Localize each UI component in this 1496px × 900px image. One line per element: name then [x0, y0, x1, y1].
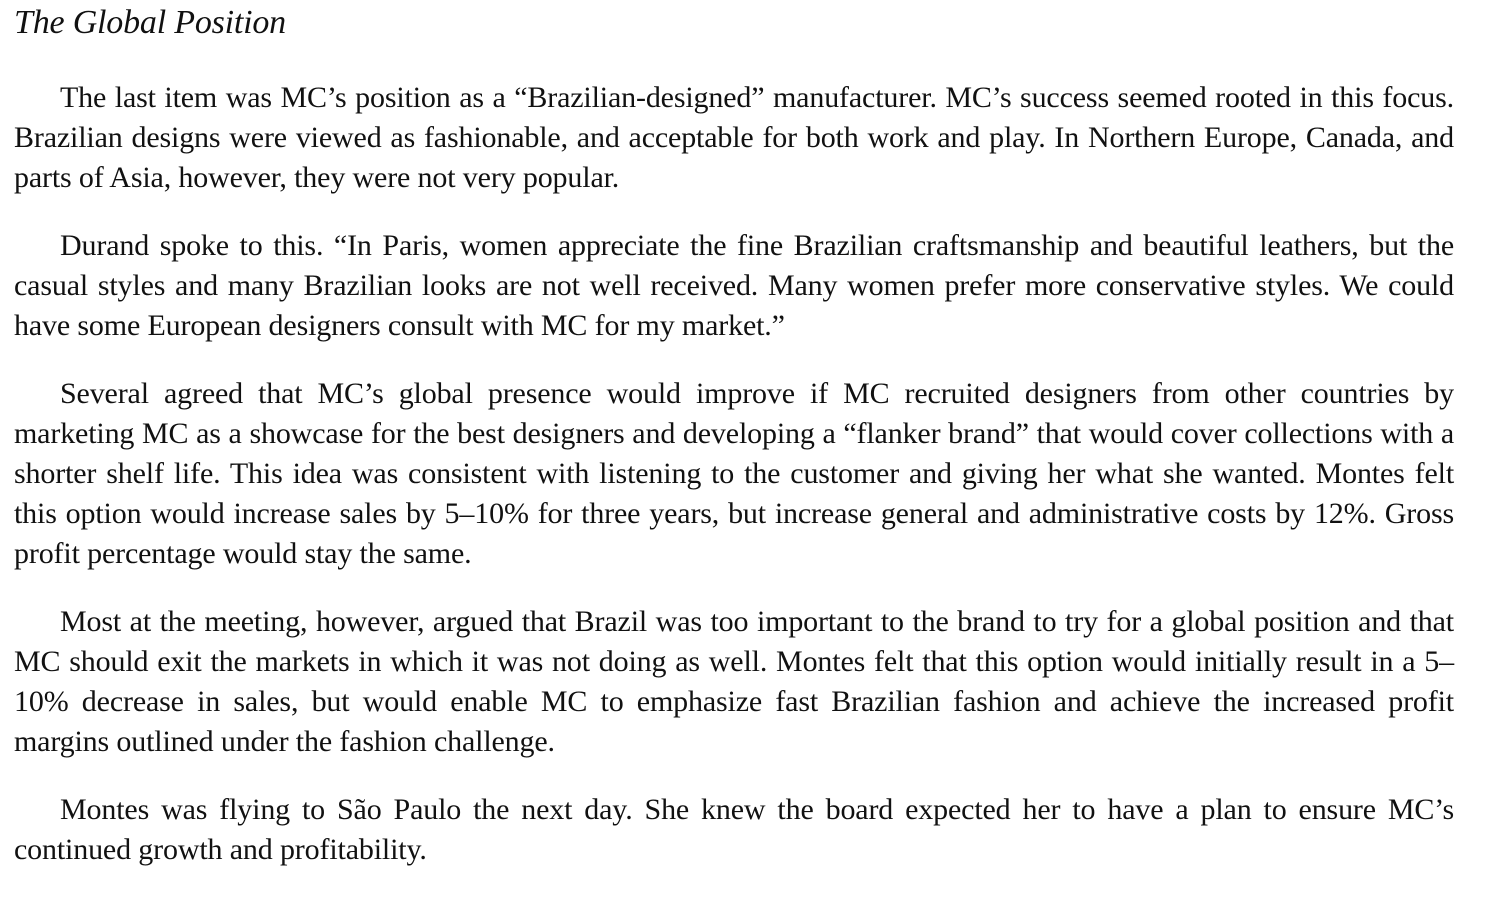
paragraph-closing: Montes was flying to São Paulo the next day. She knew the board expected her to have a plan to ensure MC’s continued growth and profitability.	[14, 793, 1454, 866]
paragraph-exit-markets-option: Most at the meeting, however, argued that Brazil was too important to the brand to try for a global position and that MC should exit the markets in which it was not doing as well. Montes felt that this option would initially result in a 5–10% decrease in sales, but would enable MC to emphasize fast Brazilian fashion and achieve the increased profit margins outlined under the fashion challenge.	[14, 605, 1454, 758]
paragraph-global-designers-option: Several agreed that MC’s global presence would improve if MC recruited designers from other countries by marketing MC as a showcase for the best designers and developing a “flanker brand” that would cover collections with a shorter shelf life. This idea was consistent with listening to the customer and giving her what she wanted. Montes felt this option would increase sales by 5–10% for three years, but increase general and administrative costs by 12%. Gross profit percentage would stay the same.	[14, 377, 1454, 570]
section-heading: The Global Position	[14, 4, 286, 41]
document-page	[14, 0, 1454, 870]
paragraph-brazilian-position: The last item was MC’s position as a “Brazilian-designed” manufacturer. MC’s success seemed rooted in this focus. Brazilian designs were viewed as fashionable, and acceptable for both work and play. In Northern Europe, Canada, and parts of Asia, however, they were not very popular.	[14, 81, 1454, 194]
paragraph-durand-comment: Durand spoke to this. “In Paris, women appreciate the fine Brazilian craftsmanship and beautiful leathers, but the casual styles and many Brazilian looks are not well received. Many women prefer more conservative styles. We could have some European designers consult with MC for my market.”	[14, 229, 1454, 342]
